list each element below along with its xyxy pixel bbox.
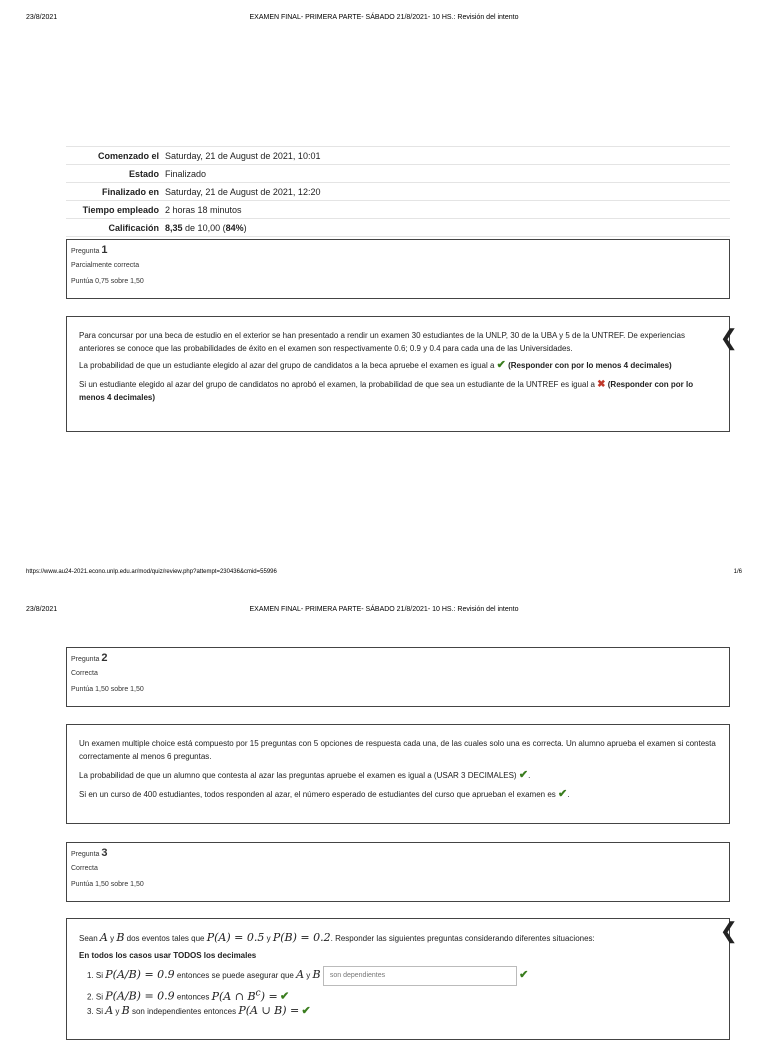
- answer-select[interactable]: son dependientes: [323, 966, 517, 986]
- question-status: Parcialmente correcta: [71, 262, 140, 269]
- summary-value: Finalizado: [162, 165, 730, 183]
- question-info-2: [66, 647, 730, 707]
- check-icon: ✔: [558, 788, 568, 800]
- question-statement: Un examen multiple choice está compuesto por 15 preguntas con 5 opciones de respuesta cada una, de las cuales solo una es correcta. Un alumno aprueba el examen si contesta correctamente al menos 6 preguntas.: [79, 739, 716, 761]
- summary-label: Comenzado el: [66, 147, 162, 165]
- grade-value: [162, 219, 730, 237]
- q3-intro-end: Responder las siguientes preguntas considerando diferentes situaciones:: [335, 934, 595, 943]
- question-marks: Puntúa 0,75 sobre 1,50: [71, 278, 144, 285]
- summary-label: Tiempo empleado: [66, 201, 162, 219]
- print-page-number: 1/6: [733, 569, 742, 575]
- question-prefix: Pregunta: [71, 851, 100, 858]
- question-number: 3: [101, 847, 108, 859]
- q3-item3-mid: son independientes entonces: [131, 1007, 237, 1016]
- q3-intro-mid: dos eventos tales que: [126, 934, 205, 943]
- chevron-left-icon[interactable]: ❮: [719, 918, 738, 943]
- question-text-2: Un examen multiple choice está compuesto por 15 preguntas con 5 opciones de respuesta cada una, de las cuales solo una es correcta. Un alumno aprueba el examen si contesta correctamente al menos 6 preguntas. La probabilidad de que un alumno que contesta al azar las preguntas apruebe el examen es igual a (USAR 3 DECIMALES) ✔. Si en un curso de 400 estudiantes, todos responden al azar, el número esperado de estudiantes del curso que aprueban el examen es ✔.: [66, 724, 730, 824]
- question-text-1: [66, 316, 730, 432]
- table-row: [66, 219, 730, 237]
- q3-item1: 1. Si: [87, 971, 104, 981]
- question-part-a: La probabilidad de que un estudiante elegido al azar del grupo de candidatos a la beca apruebe el examen es igual a: [79, 361, 495, 370]
- q3-item1-mid: entonces se puede asegurar que: [176, 971, 294, 981]
- print-date: 23/8/2021: [26, 606, 58, 613]
- summary-value: Saturday, 21 de August de 2021, 10:01: [162, 147, 730, 165]
- question-hint-b: (Responder con por lo menos 4 decimales): [79, 380, 694, 402]
- summary-value: 2 horas 18 minutos: [162, 201, 730, 219]
- q3-item2-mid: entonces: [176, 992, 210, 1002]
- print-header: [0, 14, 768, 28]
- question-number: 2: [101, 652, 108, 664]
- print-url: https://www.au24-2021.econo.unlp.edu.ar/mod/quiz/review.php?attempt=230436&cmid=55996: [26, 569, 277, 575]
- question-status: Correcta: [71, 670, 98, 677]
- question-part-b: Si un estudiante elegido al azar del grupo de candidatos no aprobó el examen, la probabilidad de que sea un estudiante de la UNTREF es igual a: [79, 380, 595, 389]
- table-row: [66, 201, 730, 219]
- print-date: 23/8/2021: [26, 14, 58, 21]
- summary-label: Calificación: [66, 219, 162, 237]
- print-header: [0, 606, 768, 620]
- q3-item3: 3. Si: [87, 1007, 104, 1016]
- q3-item2: 2. Si: [87, 992, 104, 1002]
- question-part-b: Si en un curso de 400 estudiantes, todos responden al azar, el número esperado de estudiantes del curso que aprueban el examen es: [79, 790, 556, 799]
- table-row: [66, 183, 730, 201]
- check-icon: ✔: [518, 769, 529, 781]
- attempt-summary-table: [66, 146, 730, 237]
- chevron-left-icon[interactable]: ❮: [719, 325, 738, 350]
- print-title: EXAMEN FINAL- PRIMERA PARTE- SÁBADO 21/8/2021- 10 HS.: Revisión del intento: [249, 606, 519, 613]
- question-part-a: La probabilidad de que un alumno que contesta al azar las preguntas apruebe el examen es igual a (USAR 3 DECIMALES): [79, 771, 517, 780]
- q3-intro: Sean: [79, 934, 98, 943]
- question-prefix: Pregunta: [71, 656, 100, 663]
- question-info-3: [66, 842, 730, 902]
- q3-note: En todos los casos usar TODOS los decimales: [79, 951, 257, 960]
- check-icon: ✔: [279, 990, 290, 1003]
- grade-out-of: de 10,00 (: [185, 222, 226, 233]
- question-marks: Puntúa 1,50 sobre 1,50: [71, 881, 144, 888]
- check-icon: ✔: [496, 359, 506, 371]
- check-icon: ✔: [519, 969, 529, 982]
- summary-label: Estado: [66, 165, 162, 183]
- summary-value: Saturday, 21 de August de 2021, 12:20: [162, 183, 730, 201]
- question-status: Correcta: [71, 865, 98, 872]
- grade-score: 8,35: [165, 222, 183, 233]
- question-text-3: Sean A y B dos eventos tales que P(A) = 0.5 y P(B) = 0.2. Responder las siguientes preguntas considerando diferentes situaciones: En todos los casos usar TODOS los decimales 1. Si P(A/B) = 0.9 entonces se puede asegurar que A y B son dependientes ✔ 2. Si P(A/B) = 0.9 entonces P(A ∩ $B^c$) = ✔ 3. Si A y B son independientes entonces P(A ∪ B) = ✔: [66, 918, 730, 1040]
- grade-close: ): [243, 222, 247, 233]
- question-marks: Puntúa 1,50 sobre 1,50: [71, 686, 144, 693]
- question-statement: Para concursar por una beca de estudio en el exterior se han presentado a rendir un examen 30 estudiantes de la UNLP, 30 de la UBA y 5 de la UNTREF. De experiencias anteriores se conoce que las probabilidades de éxito en el examen son respectivamente 0.6; 0.9 y 0.4 para cada una de las Universidades.: [79, 331, 685, 353]
- question-info-1: [66, 239, 730, 299]
- question-number: 1: [101, 244, 108, 256]
- question-hint-a: (Responder con por lo menos 4 decimales): [508, 361, 672, 370]
- summary-label: Finalizado en: [66, 183, 162, 201]
- cross-icon: ✖: [597, 379, 606, 390]
- table-row: [66, 165, 730, 183]
- grade-percent: 84%: [225, 222, 244, 233]
- question-prefix: Pregunta: [71, 248, 100, 255]
- table-row: [66, 147, 730, 165]
- check-icon: ✔: [301, 1005, 311, 1017]
- print-title: EXAMEN FINAL- PRIMERA PARTE- SÁBADO 21/8/2021- 10 HS.: Revisión del intento: [249, 14, 519, 21]
